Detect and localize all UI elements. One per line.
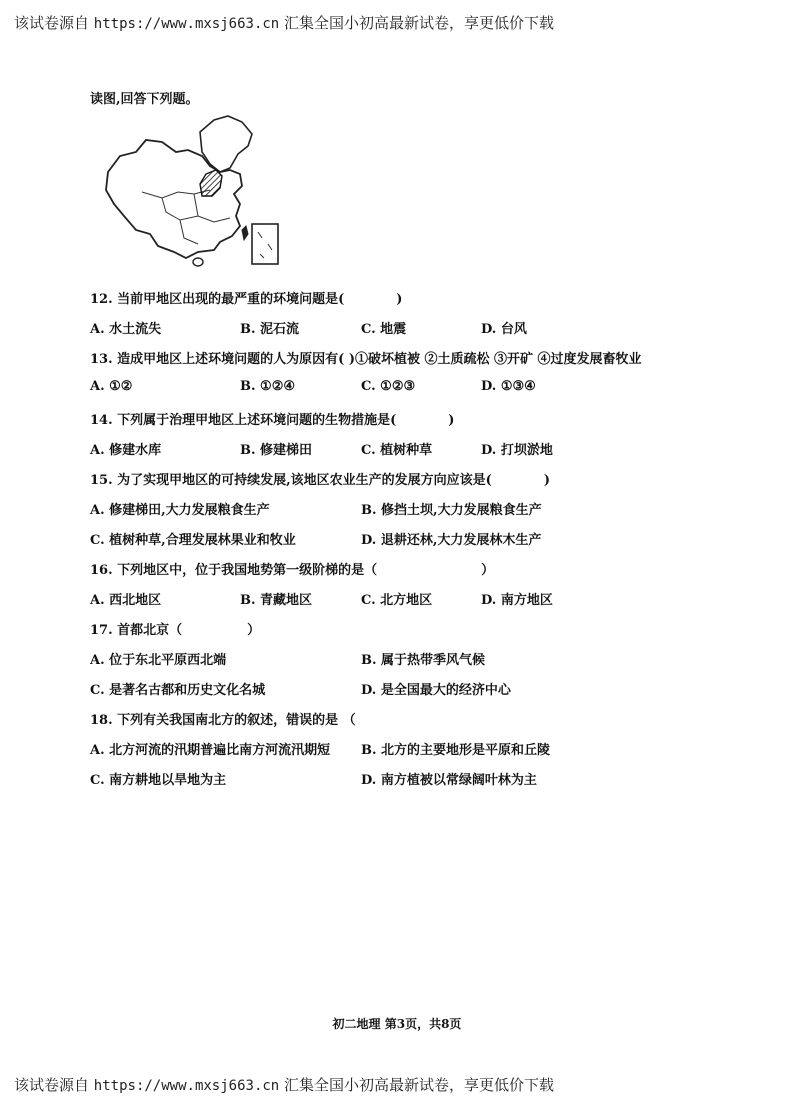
option-a[interactable]: A. 西北地区 bbox=[90, 593, 162, 608]
option-d[interactable]: D. 打坝淤地 bbox=[481, 443, 553, 458]
china-map-icon bbox=[102, 112, 287, 272]
banner-url-link[interactable]: https://www.mxsj663.cn bbox=[93, 1078, 280, 1094]
option-d[interactable]: D. 退耕还林,大力发展林木生产 bbox=[361, 533, 542, 548]
option-a[interactable]: A. ①② bbox=[90, 379, 133, 394]
option-b[interactable]: B. 修挡土坝,大力发展粮食生产 bbox=[361, 503, 542, 518]
option-c[interactable]: C. 植树种草 bbox=[361, 443, 433, 458]
option-d[interactable]: D. ①③④ bbox=[481, 379, 536, 394]
option-d[interactable]: D. 是全国最大的经济中心 bbox=[361, 683, 511, 698]
option-b[interactable]: B. ①②④ bbox=[240, 379, 296, 394]
option-b[interactable]: B. 泥石流 bbox=[240, 322, 300, 337]
option-c[interactable]: C. 北方地区 bbox=[361, 593, 433, 608]
question-12: 12. 当前甲地区出现的最严重的环境问题是( ) bbox=[90, 292, 403, 307]
option-c[interactable]: C. 地震 bbox=[361, 322, 407, 337]
option-d[interactable]: D. 南方地区 bbox=[481, 593, 553, 608]
bottom-banner bbox=[14, 1074, 554, 1095]
option-d[interactable]: D. 南方植被以常绿阔叶林为主 bbox=[361, 773, 537, 788]
page-footer: 初二地理 第3页，共8页 bbox=[332, 1017, 462, 1031]
option-a[interactable]: A. 位于东北平原西北端 bbox=[90, 653, 227, 668]
top-banner bbox=[14, 12, 554, 33]
exam-content bbox=[90, 88, 710, 788]
option-d[interactable]: D. 台风 bbox=[481, 322, 527, 337]
question-13: 13. 造成甲地区上述环境问题的人为原因有( )①破坏植被 ②土质疏松 ③开矿 ④过度发展畜牧业 bbox=[90, 352, 642, 367]
option-c[interactable]: C. ①②③ bbox=[361, 379, 416, 394]
question-16: 16. 下列地区中，位于我国地势第一级阶梯的是（ ） bbox=[90, 563, 495, 578]
banner-prefix: 该试卷源自 bbox=[14, 1076, 90, 1094]
option-a[interactable]: A. 水土流失 bbox=[90, 322, 162, 337]
banner-suffix: 汇集全国小初高最新试卷，享更低价下载 bbox=[284, 1076, 555, 1094]
banner-suffix: 汇集全国小初高最新试卷，享更低价下载 bbox=[284, 14, 555, 32]
option-c[interactable]: C. 是著名古都和历史文化名城 bbox=[90, 683, 266, 698]
question-17: 17. 首都北京（ ） bbox=[90, 623, 261, 638]
question-15: 15. 为了实现甲地区的可持续发展,该地区农业生产的发展方向应该是( ) bbox=[90, 473, 550, 488]
option-a[interactable]: A. 北方河流的汛期普遍比南方河流汛期短 bbox=[90, 743, 331, 758]
question-18: 18. 下列有关我国南北方的叙述，错误的是 （ bbox=[90, 713, 356, 728]
option-b[interactable]: B. 属于热带季风气候 bbox=[361, 653, 486, 668]
intro-text: 读图,回答下列题。 bbox=[90, 92, 199, 107]
option-c[interactable]: C. 南方耕地以旱地为主 bbox=[90, 773, 227, 788]
option-b[interactable]: B. 修建梯田 bbox=[240, 443, 313, 458]
banner-prefix: 该试卷源自 bbox=[14, 14, 90, 32]
option-a[interactable]: A. 修建梯田,大力发展粮食生产 bbox=[90, 503, 270, 518]
option-a[interactable]: A. 修建水库 bbox=[90, 443, 162, 458]
option-c[interactable]: C. 植树种草,合理发展林果业和牧业 bbox=[90, 533, 296, 548]
banner-url-link[interactable]: https://www.mxsj663.cn bbox=[93, 16, 280, 32]
question-14: 14. 下列属于治理甲地区上述环境问题的生物措施是( ) bbox=[90, 413, 455, 428]
option-b[interactable]: B. 北方的主要地形是平原和丘陵 bbox=[361, 743, 551, 758]
option-b[interactable]: B. 青藏地区 bbox=[240, 593, 313, 608]
